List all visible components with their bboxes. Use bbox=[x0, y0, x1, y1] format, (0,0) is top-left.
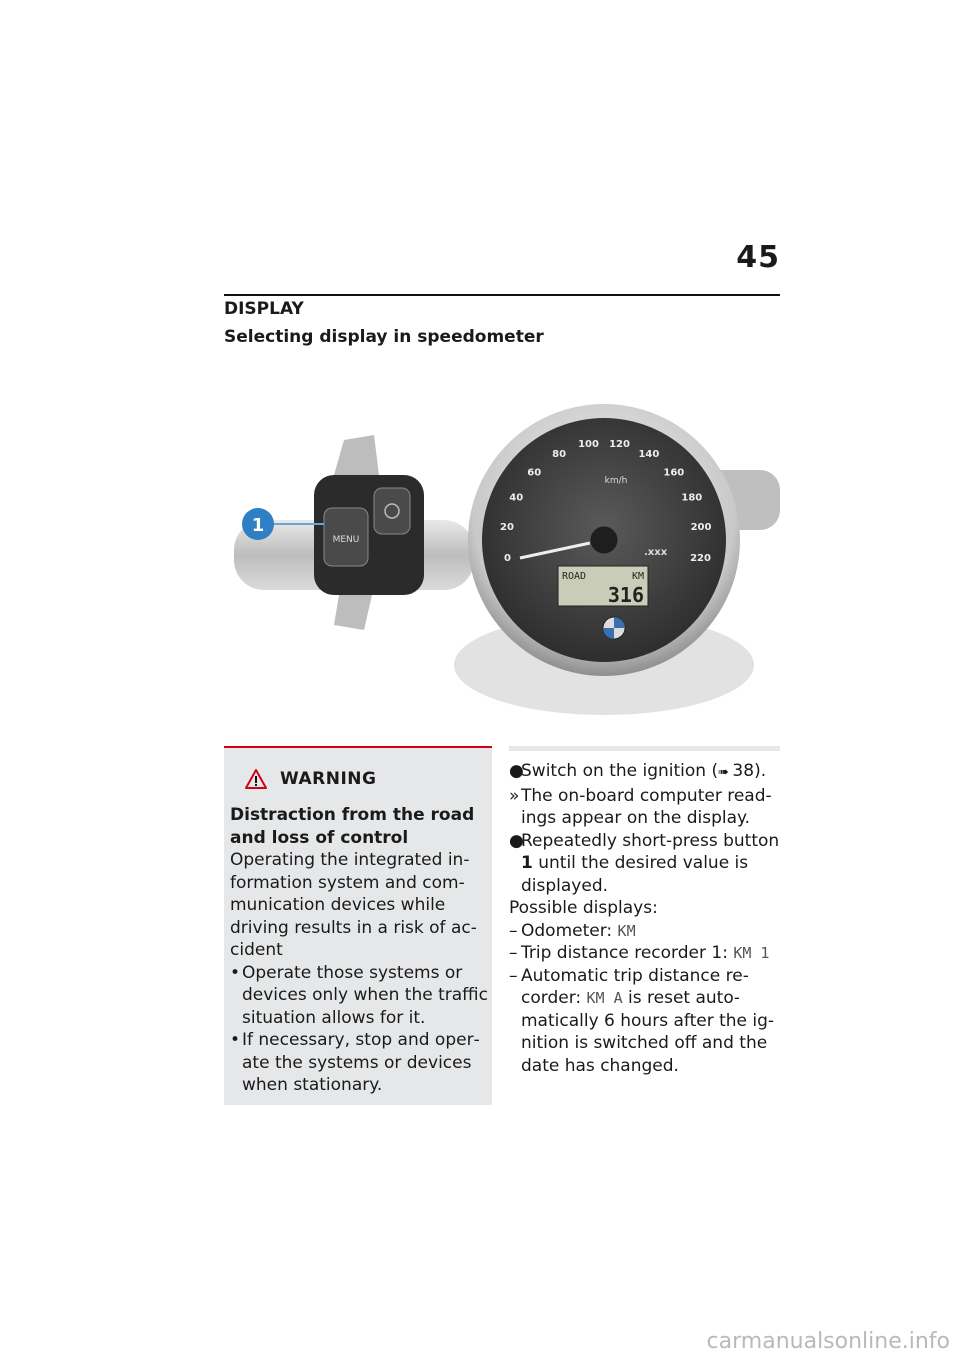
page-number: 45 bbox=[736, 240, 780, 275]
dash-icon: – bbox=[509, 943, 518, 963]
gauge-tick-label: 120 bbox=[609, 439, 630, 451]
watermark: carmanualsonline.info bbox=[706, 1329, 950, 1354]
dash-icon: – bbox=[509, 965, 518, 986]
warning-bullet: • If necessary, stop and operate the systems or devices when stationary. bbox=[230, 1030, 480, 1095]
bullet-icon: • bbox=[230, 962, 241, 983]
warning-bullet: • Operate those systems or devices only when the traffic situation allows for it. bbox=[230, 962, 488, 1028]
bullet-icon: • bbox=[230, 1030, 241, 1050]
page-reference-arrow-icon: ➠ bbox=[718, 765, 730, 780]
figure-illustration bbox=[224, 380, 780, 720]
warning-heading: Distraction from the road and loss of control bbox=[230, 805, 475, 848]
sub-title: Selecting display in speedometer bbox=[224, 327, 544, 347]
lower-lever bbox=[334, 595, 372, 630]
step-press-button: ● Repeatedly short-press button 1 until the desired value is displayed. bbox=[509, 830, 780, 896]
step-bullet-icon: ● bbox=[509, 761, 524, 781]
callout-number: 1 bbox=[251, 515, 265, 536]
warning-triangle-icon bbox=[244, 768, 268, 790]
result-icon: » bbox=[509, 785, 520, 806]
section-title: DISPLAY bbox=[224, 299, 304, 319]
gauge-tick-label: 0 bbox=[504, 553, 511, 564]
step-ignition: ● Switch on the ignition (➠ 38). bbox=[509, 761, 767, 781]
upper-lever bbox=[334, 435, 379, 475]
lcd-mode: ROAD bbox=[562, 571, 587, 582]
power-button[interactable] bbox=[374, 488, 410, 534]
needle-hub bbox=[590, 526, 618, 554]
odo-mark: .xxx bbox=[644, 547, 668, 558]
gauge-tick-label: 220 bbox=[690, 553, 711, 564]
instruction-column bbox=[509, 746, 780, 1077]
header-rule bbox=[224, 294, 780, 296]
gauge-tick-label: 80 bbox=[552, 448, 567, 460]
display-option: – Trip distance recorder 1: KM 1 bbox=[509, 943, 770, 963]
gauge-tick-label: 60 bbox=[527, 467, 542, 479]
gauge-tick-label: 40 bbox=[509, 492, 524, 504]
gauge-tick-label: 200 bbox=[690, 522, 712, 534]
warning-label: WARNING bbox=[280, 769, 377, 789]
result-readings: » The on-board computer readings appear on the display. bbox=[509, 785, 772, 828]
display-option: – Automatic trip distance recorder: KM A is reset automatically 6 hours after the ignition is switched off and the date has changed. bbox=[509, 965, 775, 1076]
warning-header bbox=[244, 768, 376, 790]
warning-box bbox=[224, 746, 492, 1105]
gauge-tick-label: 100 bbox=[578, 439, 599, 451]
speedometer-figure bbox=[224, 380, 780, 720]
gauge-tick-label: 180 bbox=[681, 492, 703, 504]
menu-button-label: MENU bbox=[332, 535, 360, 545]
gauge-tick-label: 160 bbox=[663, 467, 685, 479]
dash-icon: – bbox=[509, 920, 518, 941]
speed-unit: km/h bbox=[604, 476, 628, 486]
step-bullet-icon: ● bbox=[509, 830, 524, 851]
possible-displays-label: Possible displays: bbox=[509, 898, 658, 918]
gauge-tick-label: 20 bbox=[500, 522, 514, 534]
gauge-tick-label: 140 bbox=[638, 448, 660, 460]
lcd-value: 316 bbox=[607, 583, 644, 607]
warning-text: Operating the integrated information system and communication devices while driving results in a risk of accident bbox=[230, 850, 477, 960]
page-reference[interactable]: 38 bbox=[732, 761, 755, 781]
lcd-unit: KM bbox=[631, 571, 644, 582]
warning-body bbox=[230, 804, 488, 1097]
display-option: – Odometer: KM bbox=[509, 920, 636, 941]
